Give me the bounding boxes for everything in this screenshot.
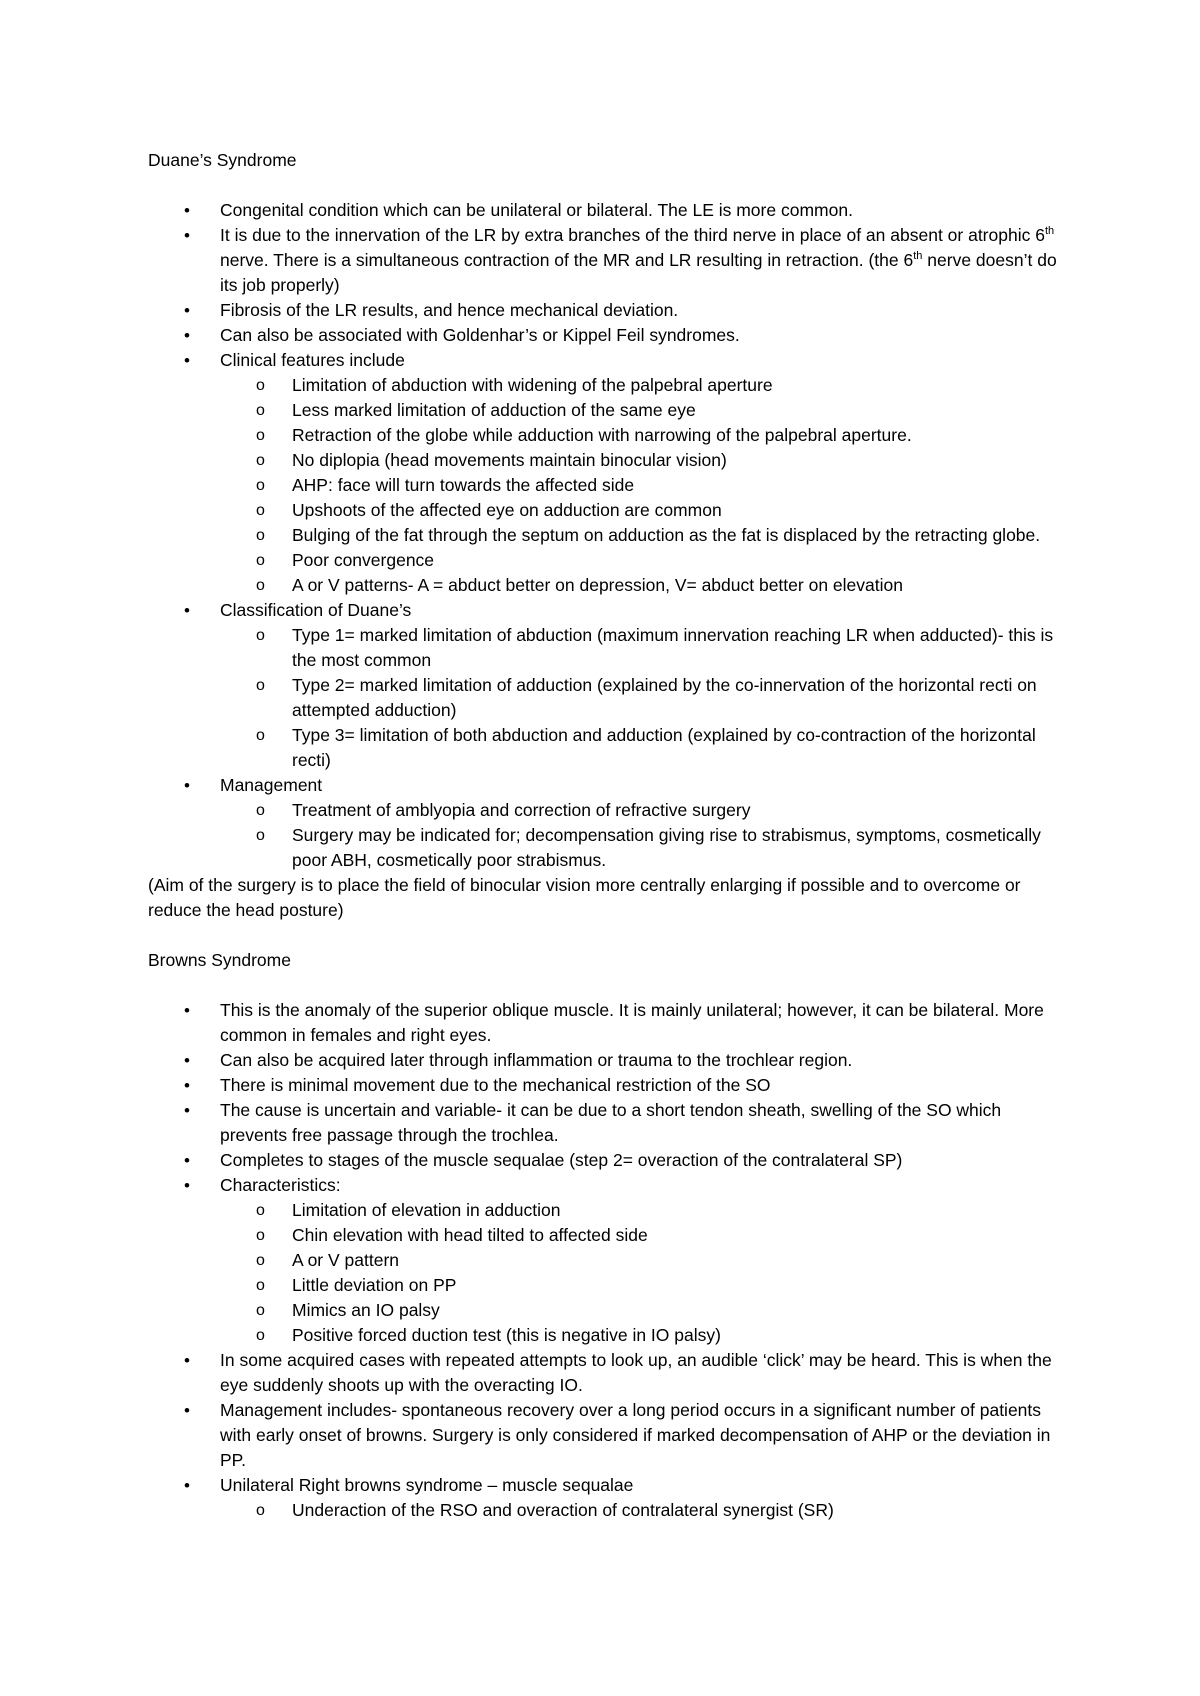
- bullet-item: [148, 1173, 1068, 1348]
- sub-bullet-item: o No diplopia (head movements maintain binocular vision): [220, 448, 1068, 473]
- section-1: [148, 948, 1068, 1523]
- bullet-item: [148, 598, 1068, 773]
- sub-bullet-item: o Mimics an IO palsy: [220, 1298, 1068, 1323]
- section-heading: Browns Syndrome: [148, 950, 291, 970]
- sub-bullet-item: o AHP: face will turn towards the affected side: [220, 473, 1068, 498]
- bullet-item: [148, 1098, 1068, 1148]
- sub-bullet-item: o A or V pattern: [220, 1248, 1068, 1273]
- sub-bullet-item: o Treatment of amblyopia and correction of refractive surgery: [220, 798, 1068, 823]
- bullet-item: [148, 773, 1068, 873]
- bullet-item: [148, 348, 1068, 598]
- bullet-item: [148, 1473, 1068, 1523]
- bullet-item: [148, 1148, 1068, 1173]
- bullet-text: Completes to stages of the muscle sequalae (step 2= overaction of the contralateral SP): [220, 1150, 903, 1170]
- sub-bullet-item: o Poor convergence: [220, 548, 1068, 573]
- sub-bullet-item: o Less marked limitation of adduction of the same eye: [220, 398, 1068, 423]
- bullet-text: Management: [220, 775, 323, 795]
- bullet-item: [148, 198, 1068, 223]
- sub-bullet-item: o Underaction of the RSO and overaction of contralateral synergist (SR): [220, 1498, 1068, 1523]
- bullet-text: Classification of Duane’s: [220, 600, 412, 620]
- section-0: [148, 148, 1068, 923]
- sub-bullet-item: o A or V patterns- A = abduct better on depression, V= abduct better on elevation: [220, 573, 1068, 598]
- bullet-list: [148, 198, 1068, 873]
- sub-bullet-list: [220, 798, 1068, 873]
- bullet-text: Fibrosis of the LR results, and hence mechanical deviation.: [220, 300, 679, 320]
- bullet-text: Can also be acquired later through inflammation or trauma to the trochlear region.: [220, 1050, 853, 1070]
- bullet-item: [148, 1073, 1068, 1098]
- sub-bullet-list: [220, 1198, 1068, 1348]
- bullet-text: This is the anomaly of the superior oblique muscle. It is mainly unilateral; however, it can be bilateral. More common in females and right eyes.: [220, 1000, 1044, 1045]
- bullet-list: [148, 998, 1068, 1523]
- bullet-item: [148, 998, 1068, 1048]
- sub-bullet-item: o Positive forced duction test (this is negative in IO palsy): [220, 1323, 1068, 1348]
- bullet-text: Unilateral Right browns syndrome – muscle sequalae: [220, 1475, 634, 1495]
- bullet-item: [148, 223, 1068, 298]
- bullet-item: [148, 298, 1068, 323]
- sub-bullet-item: o Type 3= limitation of both abduction and adduction (explained by co-contraction of the horizontal recti): [220, 723, 1068, 773]
- sub-bullet-item: o Type 1= marked limitation of abduction (maximum innervation reaching LR when adducted)- this is the most common: [220, 623, 1068, 673]
- sub-bullet-item: o Upshoots of the affected eye on adduction are common: [220, 498, 1068, 523]
- bullet-text: The cause is uncertain and variable- it can be due to a short tendon sheath, swelling of the SO which prevents free passage through the trochlea.: [220, 1100, 1002, 1145]
- sub-bullet-item: o Little deviation on PP: [220, 1273, 1068, 1298]
- bullet-text: Characteristics:: [220, 1175, 341, 1195]
- sub-bullet-list: [220, 623, 1068, 773]
- bullet-text: Management includes- spontaneous recovery over a long period occurs in a significant number of patients with early onset of browns. Surgery is only considered if marked decompensation of AHP or the deviation in PP.: [220, 1400, 1051, 1470]
- bullet-text: Congenital condition which can be unilateral or bilateral. The LE is more common.: [220, 200, 853, 220]
- bullet-text: In some acquired cases with repeated attempts to look up, an audible ‘click’ may be heard. This is when the eye suddenly shoots up with the overacting IO.: [220, 1350, 1052, 1395]
- bullet-text: There is minimal movement due to the mechanical restriction of the SO: [220, 1075, 771, 1095]
- bullet-text: Clinical features include: [220, 350, 405, 370]
- section-heading: Duane’s Syndrome: [148, 150, 297, 170]
- bullet-item: [148, 1348, 1068, 1398]
- bullet-item: [148, 323, 1068, 348]
- document-content: [148, 148, 1068, 1548]
- sub-bullet-item: o Limitation of elevation in adduction: [220, 1198, 1068, 1223]
- sub-bullet-item: o Surgery may be indicated for; decompensation giving rise to strabismus, symptoms, cosmetically poor ABH, cosmetically poor strabismus.: [220, 823, 1068, 873]
- sub-bullet-item: o Retraction of the globe while adduction with narrowing of the palpebral aperture.: [220, 423, 1068, 448]
- bullet-text: It is due to the innervation of the LR by extra branches of the third nerve in place of an absent or atrophic 6th nerve. There is a simultaneous contraction of the MR and LR resulting in retraction. (the 6th nerve doesn’t do its job properly): [220, 225, 1057, 295]
- bullet-item: [148, 1048, 1068, 1073]
- bullet-text: Can also be associated with Goldenhar’s or Kippel Feil syndromes.: [220, 325, 740, 345]
- sub-bullet-item: o Chin elevation with head tilted to affected side: [220, 1223, 1068, 1248]
- section-note: (Aim of the surgery is to place the field of binocular vision more centrally enlarging if possible and to overcome or reduce the head posture): [148, 875, 1021, 920]
- sub-bullet-item: o Bulging of the fat through the septum on adduction as the fat is displaced by the retracting globe.: [220, 523, 1068, 548]
- sub-bullet-item: o Limitation of abduction with widening of the palpebral aperture: [220, 373, 1068, 398]
- sub-bullet-item: o Type 2= marked limitation of adduction (explained by the co-innervation of the horizontal recti on attempted adduction): [220, 673, 1068, 723]
- sub-bullet-list: [220, 1498, 1068, 1523]
- bullet-item: [148, 1398, 1068, 1473]
- sub-bullet-list: [220, 373, 1068, 598]
